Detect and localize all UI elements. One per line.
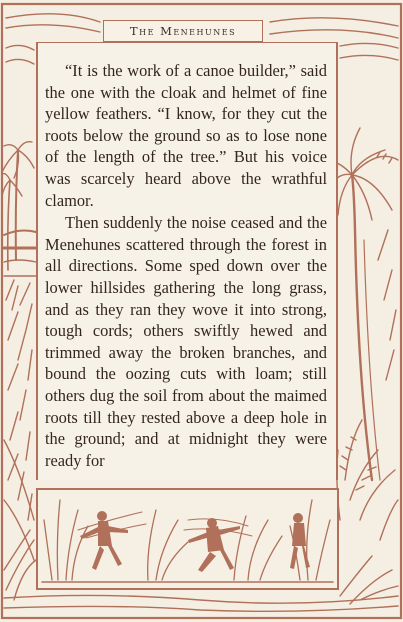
cloud-line — [6, 14, 100, 22]
menehune-figure — [97, 511, 107, 521]
illustration-panel — [36, 488, 339, 590]
menehunes-working-illustration — [38, 490, 337, 588]
paragraph: Then suddenly the noise ceased and the Menehunes scattered through the forest in all directions. Some sped down over the lower hillsides gathering the long grass, and as they ran they wove it into strong, tough cords; others swiftly hewed and trimmed away the broken branches, and bound the oozing cuts with loam; still others dug the soil from about the maimed roots till they rested above a deep hole in the ground; and at midnight they were ready for — [45, 213, 327, 470]
running-head-box — [103, 20, 263, 42]
paragraph: “It is the work of a canoe builder,” said the one with the cloak and helmet of fine yellow feathers. “I know, for they cut the roots below the ground so as to lose none of the length of the tree.” But his voice was scarcely heard above the wrathful clamor. — [45, 61, 327, 210]
running-head: The Menehunes — [129, 24, 237, 38]
body-text — [45, 60, 327, 471]
